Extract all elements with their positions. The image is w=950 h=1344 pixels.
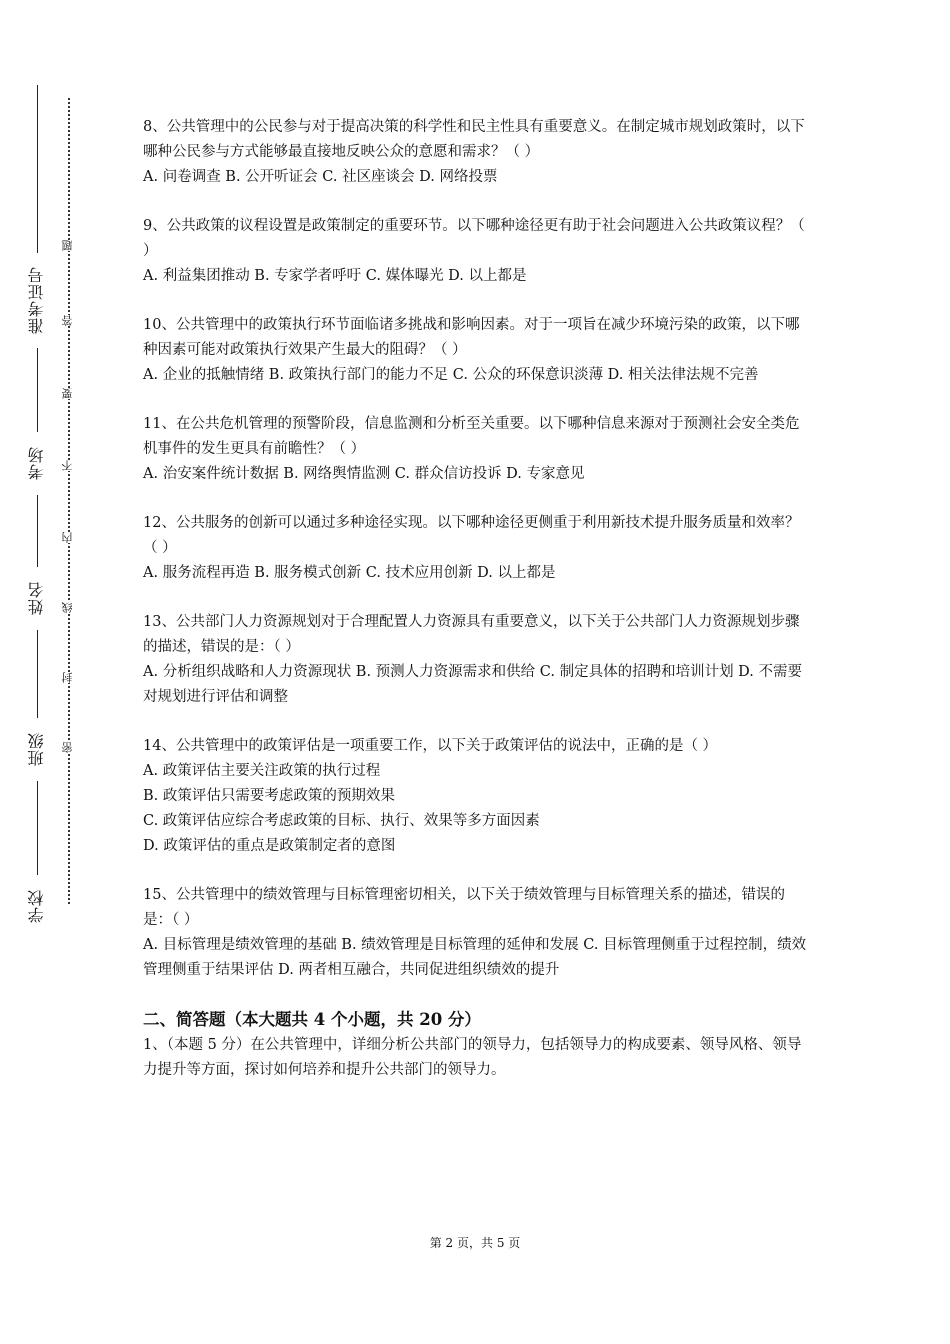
seal-char: 要 — [61, 388, 74, 399]
seal-char: 内 — [61, 532, 74, 543]
short-answer-1: 1、（本题 5 分）在公共管理中，详细分析公共部门的领导力，包括领导力的构成要素、领导风格、领导力提升等方面，探讨如何培养和提升公共部门的领导力。 — [143, 1037, 802, 1078]
question-9 — [143, 214, 809, 289]
page-footer: 第 2 页，共 5 页 — [429, 1236, 521, 1250]
question-stem: 10、公共管理中的政策执行环节面临诸多挑战和影响因素。对于一项旨在减少环境污染的政策，以下哪种因素可能对政策执行效果产生最大的阻碍？（ ） — [143, 317, 800, 358]
question-options: A. 问卷调查 B. 公开听证会 C. 社区座谈会 D. 网络投票 — [143, 169, 498, 185]
blank-line — [37, 781, 38, 875]
seal-dotted-line — [68, 98, 70, 904]
question-stem: 12、公共服务的创新可以通过多种途径实现。以下哪种途径更侧重于利用新技术提升服务质量和效率？（ ） — [143, 515, 800, 556]
question-11 — [143, 412, 809, 487]
option-c: C. 政策评估应综合考虑政策的目标、执行、效果等多方面因素 — [143, 813, 540, 829]
exam-content — [143, 115, 809, 1083]
option-d: D. 政策评估的重点是政策制定者的意图 — [143, 838, 396, 854]
question-12 — [143, 511, 809, 586]
question-options: A. 治安案件统计数据 B. 网络舆情监测 C. 群众信访投诉 D. 专家意见 — [143, 466, 585, 482]
blank-line — [37, 630, 38, 718]
question-options: A. 分析组织战略和人力资源现状 B. 预测人力资源需求和供给 C. 制定具体的招聘和培训计划 D. 不需要对规划进行评估和调整 — [143, 664, 803, 705]
question-stem: 11、在公共危机管理的预警阶段，信息监测和分析至关重要。以下哪种信息来源对于预测社会安全类危机事件的发生更具有前瞻性？（ ） — [143, 416, 800, 457]
question-14 — [143, 734, 809, 859]
seal-char: 答 — [61, 315, 74, 326]
exam-room-label: 考场 — [27, 446, 46, 480]
question-options: A. 企业的抵触情绪 B. 政策执行部门的能力不足 C. 公众的环保意识淡薄 D. 相关法律法规不完善 — [143, 367, 759, 383]
question-13 — [143, 610, 809, 710]
seal-char: 封 — [61, 672, 74, 683]
question-stem: 15、公共管理中的绩效管理与目标管理密切相关，以下关于绩效管理与目标管理关系的描述，错误的是：（ ） — [143, 887, 785, 928]
question-stem: 14、公共管理中的政策评估是一项重要工作，以下关于政策评估的说法中，正确的是（ ） — [143, 738, 718, 754]
blank-line — [37, 85, 38, 253]
question-options: A. 目标管理是绩效管理的基础 B. 绩效管理是目标管理的延伸和发展 C. 目标管理侧重于过程控制，绩效管理侧重于结果评估 D. 两者相互融合，共同促进组织绩效的提升 — [143, 937, 807, 978]
option-a: A. 政策评估主要关注政策的执行过程 — [143, 763, 381, 779]
binding-margin — [0, 0, 130, 1344]
name-label: 姓名 — [27, 581, 46, 615]
question-10 — [143, 313, 809, 388]
seal-char: 密 — [61, 742, 74, 753]
question-stem: 9、公共政策的议程设置是政策制定的重要环节。以下哪种途径更有助于社会问题进入公共政策议程？（ ） — [143, 218, 805, 259]
class-label: 班级 — [27, 732, 46, 766]
seal-char: 不 — [61, 460, 74, 471]
seal-char: 题 — [61, 240, 74, 251]
question-stem: 13、公共部门人力资源规划对于合理配置人力资源具有重要意义，以下关于公共部门人力资源规划步骤的描述，错误的是：（ ） — [143, 614, 800, 655]
school-label: 学校 — [27, 889, 46, 923]
question-options: A. 利益集团推动 B. 专家学者呼吁 C. 媒体曝光 D. 以上都是 — [143, 268, 527, 284]
seal-char: 线 — [61, 602, 74, 613]
option-b: B. 政策评估只需要考虑政策的预期效果 — [143, 788, 395, 804]
blank-line — [37, 348, 38, 432]
question-8 — [143, 115, 809, 190]
question-stem: 8、公共管理中的公民参与对于提高决策的科学性和民主性具有重要意义。在制定城市规划政策时，以下哪种公民参与方式能够最直接地反映公众的意愿和需求？（ ） — [143, 119, 805, 160]
exam-id-label: 准考证号 — [27, 266, 46, 334]
blank-line — [37, 495, 38, 567]
section-title: 二、简答题（本大题共 4 个小题，共 20 分） — [143, 1010, 481, 1029]
question-options: A. 服务流程再造 B. 服务模式创新 C. 技术应用创新 D. 以上都是 — [143, 565, 556, 581]
question-15 — [143, 883, 809, 983]
